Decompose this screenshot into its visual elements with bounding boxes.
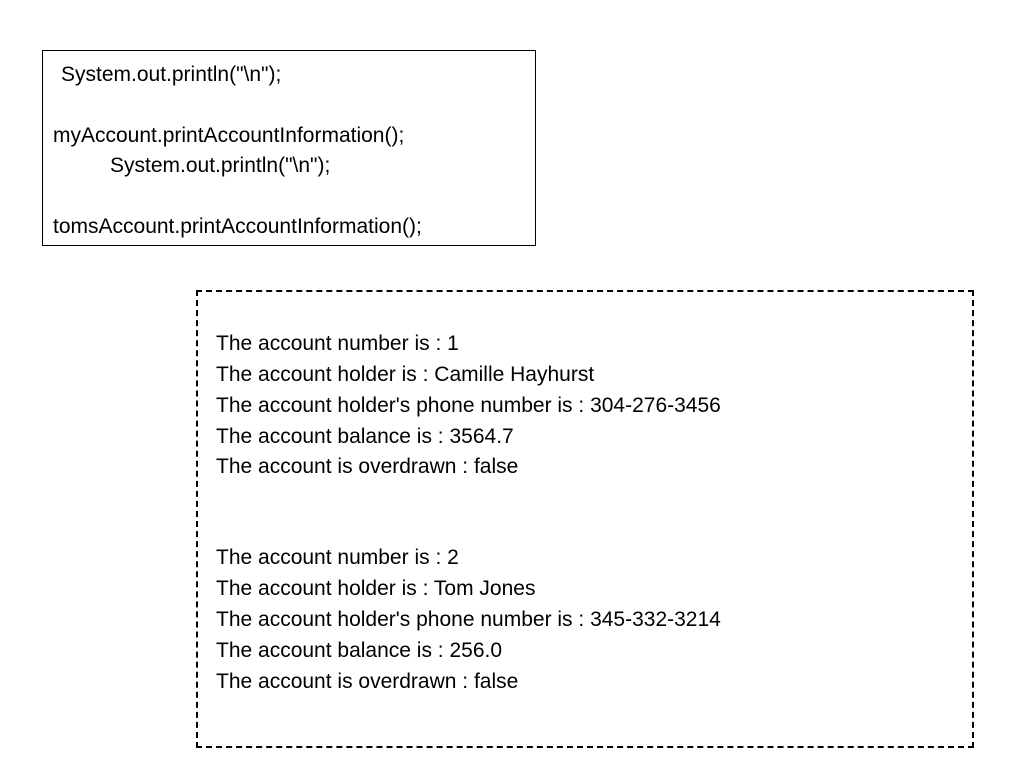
account-phone-line: The account holder's phone number is : 304-276-3456 — [216, 394, 721, 417]
code-line-toms-account-print: tomsAccount.printAccountInformation(); — [53, 215, 422, 238]
code-line-println-1: System.out.println("\n"); — [61, 63, 282, 86]
code-line-my-account-print: myAccount.printAccountInformation(); — [53, 124, 405, 147]
code-snippet-box — [42, 50, 536, 246]
account-balance-line: The account balance is : 256.0 — [216, 639, 503, 662]
account-balance-line: The account balance is : 3564.7 — [216, 425, 514, 448]
account-overdrawn-line: The account is overdrawn : false — [216, 670, 519, 693]
code-line-println-2: System.out.println("\n"); — [110, 154, 331, 177]
account-holder-line: The account holder is : Tom Jones — [216, 577, 536, 600]
console-output-box — [196, 290, 974, 748]
account-number-line: The account number is : 1 — [216, 332, 459, 355]
account-holder-line: The account holder is : Camille Hayhurst — [216, 363, 595, 386]
account-phone-line: The account holder's phone number is : 345-332-3214 — [216, 608, 721, 631]
account-overdrawn-line: The account is overdrawn : false — [216, 455, 519, 478]
account-number-line: The account number is : 2 — [216, 546, 459, 569]
